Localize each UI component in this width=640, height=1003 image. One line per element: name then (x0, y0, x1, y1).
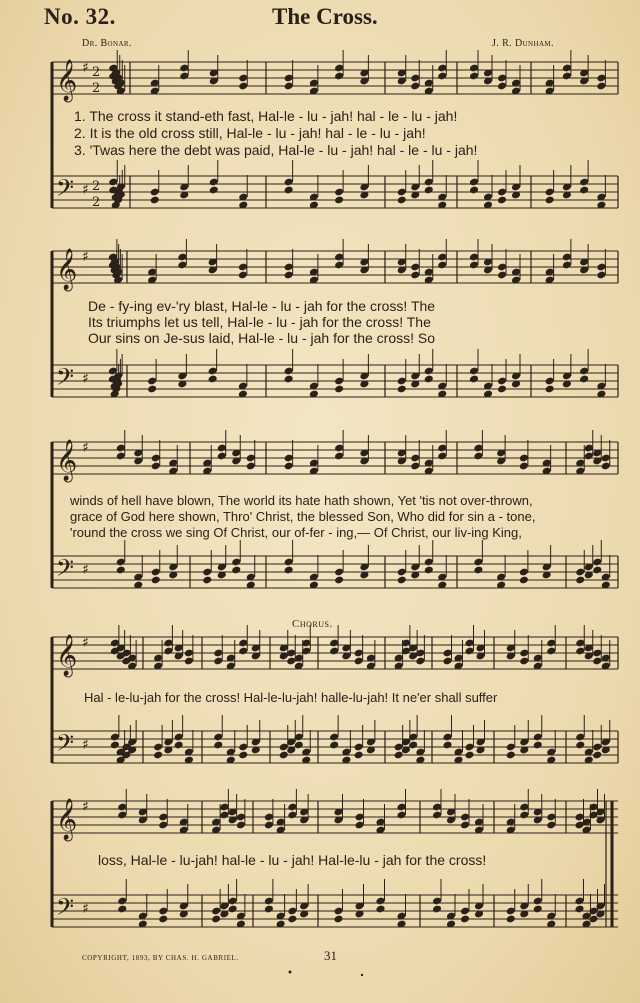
verse-line: De - fy-ing ev-'ry blast, Hal-le - lu - jah for the cross! The (88, 298, 436, 314)
note-head (424, 186, 434, 195)
note-head (174, 741, 184, 750)
verse-line: 1. The cross it stand-eth fast, Hal-le - lu - jah! hal - le - lu - jah! (74, 108, 458, 124)
note-head (329, 741, 339, 750)
verse-line: Hal - le-lu-jah for the cross! Hal-le-lu-jah! halle-lu-jah! It ne'er shall suffer (84, 690, 498, 705)
sharp-key-signature: ♯ (82, 737, 89, 753)
note-head (158, 915, 168, 924)
sharp-key-signature: ♯ (82, 182, 89, 198)
note-head (209, 186, 219, 195)
sharp-key-signature: ♯ (82, 562, 89, 578)
page-number: 31 (324, 948, 337, 963)
note-head (150, 196, 160, 205)
note-head (497, 196, 507, 205)
time-signature: 2 (92, 195, 101, 210)
note-head (287, 915, 297, 924)
note-head (202, 576, 212, 585)
note-head (397, 196, 407, 205)
note-head (497, 385, 507, 394)
verse-line: Its triumphs let us tell, Hal-le - lu - jah for the cross! The (88, 314, 431, 330)
note-head (575, 741, 585, 750)
note-head (519, 576, 529, 585)
note-head (333, 915, 343, 924)
treble-clef: 𝄞 (56, 249, 78, 290)
note-head (375, 905, 385, 914)
composer-credit: J. R. Dunham. (492, 38, 554, 49)
note-head (424, 566, 434, 575)
note-head (545, 196, 555, 205)
note-head (334, 385, 344, 394)
time-signature: 2 (92, 179, 101, 194)
note-head (284, 375, 294, 384)
note-head (228, 905, 238, 914)
note-head (116, 566, 126, 575)
note-head (464, 751, 474, 760)
note-head (211, 915, 221, 924)
sharp-key-signature: ♯ (82, 249, 89, 265)
verse-line: winds of hell have blown, The world its hate hath shown, Yet 'tis not over-thrown, (70, 493, 533, 508)
note-head (284, 566, 294, 575)
hymn-title: The Cross. (272, 4, 378, 29)
note-head (231, 566, 241, 575)
note-head (592, 566, 602, 575)
note-head (592, 751, 602, 760)
note-head (334, 196, 344, 205)
bass-clef: 𝄢 (56, 893, 75, 926)
treble-clef: 𝄞 (56, 60, 78, 101)
treble-clef: 𝄞 (56, 635, 78, 676)
note-head (424, 375, 434, 384)
note-head (545, 385, 555, 394)
sharp-key-signature: ♯ (82, 371, 89, 387)
note-head (153, 751, 163, 760)
chorus-label: Chorus. (292, 618, 333, 630)
sharp-key-signature: ♯ (82, 60, 89, 76)
verse-line: 'round the cross we sing Of Christ, our of-fer - ing,— Of Christ, our liv-ing King, (70, 525, 522, 540)
note-head (442, 741, 452, 750)
note-head (238, 751, 248, 760)
note-head (506, 915, 516, 924)
bass-clef: 𝄢 (56, 174, 75, 207)
verse-line: Our sins on Je-sus laid, Hal-le - lu - jah for the cross! So (88, 330, 436, 346)
verse-line: loss, Hal-le - lu-jah! hal-le - lu - jah! Hal-le-lu - jah for the cross! (98, 852, 487, 868)
note-head (579, 375, 589, 384)
fleuron-mark (361, 974, 363, 976)
sharp-key-signature: ♯ (82, 635, 89, 651)
note-head (213, 741, 223, 750)
lyricist-credit: Dr. Bonar. (82, 38, 132, 49)
note-head (533, 905, 543, 914)
note-head (117, 905, 127, 914)
treble-clef: 𝄞 (56, 440, 78, 481)
note-head (397, 576, 407, 585)
sharp-key-signature: ♯ (82, 901, 89, 917)
bass-clef: 𝄢 (56, 729, 75, 762)
note-head (264, 905, 274, 914)
note-head (506, 751, 516, 760)
note-head (460, 915, 470, 924)
fleuron-mark (289, 971, 292, 974)
note-head (147, 385, 157, 394)
note-head (334, 576, 344, 585)
note-head (279, 751, 289, 760)
note-head (354, 751, 364, 760)
copyright-notice: COPYRIGHT, 1893, BY CHAS. H. GABRIEL. (82, 954, 239, 962)
sharp-key-signature: ♯ (82, 440, 89, 456)
note-head (473, 566, 483, 575)
verse-line: 3. 'Twas here the debt was paid, Hal-le - lu - jah! hal - le - lu - jah! (74, 142, 478, 158)
hymn-number: No. 32. (44, 4, 116, 29)
note-head (575, 576, 585, 585)
note-head (469, 375, 479, 384)
bass-clef: 𝄢 (56, 554, 75, 587)
verse-line: 2. It is the old cross still, Hal-le - lu - jah! hal - le - lu - jah! (74, 125, 426, 141)
bass-clef: 𝄢 (56, 363, 75, 396)
note-head (208, 375, 218, 384)
note-head (151, 576, 161, 585)
note-head (284, 186, 294, 195)
note-head (432, 905, 442, 914)
treble-clef: 𝄞 (56, 799, 78, 840)
verse-line: grace of God here shown, Thro' Christ, the blessed Son, Who did for sin a - tone, (70, 509, 536, 524)
note-head (579, 186, 589, 195)
note-head (574, 905, 584, 914)
note-head (533, 741, 543, 750)
note-head (469, 186, 479, 195)
note-head (110, 741, 120, 750)
time-signature: 2 (92, 81, 101, 96)
time-signature: 2 (92, 65, 101, 80)
sharp-key-signature: ♯ (82, 799, 89, 815)
note-head (397, 385, 407, 394)
